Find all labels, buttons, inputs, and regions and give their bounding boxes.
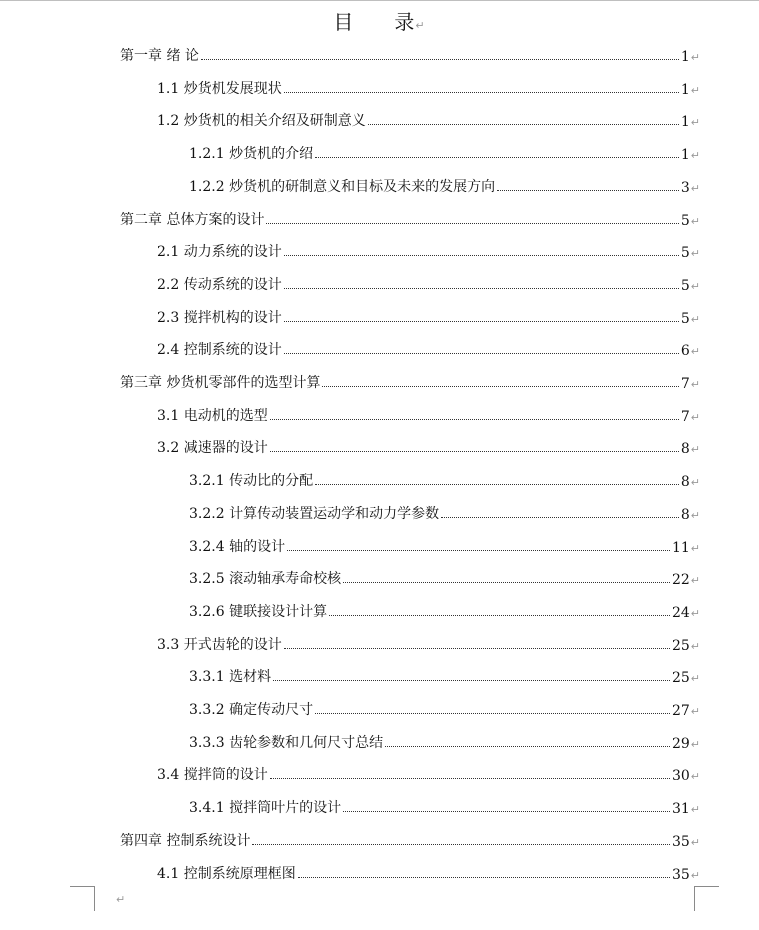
toc-entry-text: 3.2.5 滚动轴承寿命校核 bbox=[189, 571, 342, 587]
toc-leader-dots bbox=[266, 223, 678, 224]
toc-page-number bbox=[681, 507, 700, 523]
toc-page-number-value: 6 bbox=[680, 343, 690, 359]
toc-page-number-value: 5 bbox=[680, 245, 690, 261]
toc-entry-text: 第二章 总体方案的设计 bbox=[120, 212, 265, 228]
toc-page-number-value: 29 bbox=[671, 736, 690, 752]
toc-page-number-value: 35 bbox=[671, 867, 690, 883]
toc-entry[interactable] bbox=[157, 239, 700, 261]
toc-leader-dots bbox=[315, 713, 670, 714]
paragraph-mark-icon: ↵ bbox=[690, 215, 700, 228]
toc-leader-dots bbox=[284, 321, 679, 322]
toc-leader-dots bbox=[385, 746, 670, 747]
toc-entry-text: 3.2.6 键联接设计计算 bbox=[189, 604, 328, 620]
toc-entry[interactable] bbox=[189, 730, 700, 752]
toc-page-number bbox=[681, 474, 700, 490]
toc-entry-text: 3.3 开式齿轮的设计 bbox=[157, 637, 282, 653]
toc-leader-dots bbox=[441, 517, 679, 518]
toc-entry-text: 2.2 传动系统的设计 bbox=[157, 277, 282, 293]
paragraph-mark-icon: ↵ bbox=[690, 51, 700, 64]
toc-entry[interactable] bbox=[157, 861, 700, 883]
toc-page-number-value: 27 bbox=[671, 703, 690, 719]
toc-page-number bbox=[681, 409, 700, 425]
toc-entry[interactable] bbox=[157, 108, 700, 130]
toc-page-number bbox=[681, 311, 700, 327]
title-char-2: 录 bbox=[394, 10, 416, 34]
toc-leader-dots bbox=[315, 157, 679, 158]
toc-entry-text: 3.4.1 搅拌筒叶片的设计 bbox=[189, 800, 342, 816]
paragraph-mark-icon: ↵ bbox=[690, 378, 700, 391]
toc-page-number bbox=[672, 834, 700, 850]
toc-page-number bbox=[681, 147, 700, 163]
paragraph-mark-icon: ↵ bbox=[690, 182, 700, 195]
toc-page-number-value: 7 bbox=[680, 376, 690, 392]
toc-entry[interactable] bbox=[189, 174, 700, 196]
toc-entry-text: 3.3.2 确定传动尺寸 bbox=[189, 702, 314, 718]
toc-entry-text: 3.4 搅拌筒的设计 bbox=[157, 767, 268, 783]
toc-entry-text: 4.1 控制系统原理框图 bbox=[157, 866, 296, 882]
toc-page-number bbox=[672, 801, 700, 817]
paragraph-mark-icon: ↵ bbox=[690, 672, 700, 685]
toc-page-number-value: 8 bbox=[680, 441, 690, 457]
paragraph-mark-icon: ↵ bbox=[690, 443, 700, 456]
toc-entry[interactable] bbox=[189, 697, 700, 719]
toc-leader-dots bbox=[315, 484, 679, 485]
paragraph-mark-icon: ↵ bbox=[690, 574, 700, 587]
toc-page-number bbox=[681, 245, 700, 261]
toc-entry[interactable] bbox=[157, 337, 700, 359]
toc-leader-dots bbox=[201, 59, 679, 60]
toc-page-number-value: 30 bbox=[671, 768, 690, 784]
toc-entry-text: 第四章 控制系统设计 bbox=[120, 833, 251, 849]
toc-page-number bbox=[672, 867, 700, 883]
toc-entry[interactable] bbox=[120, 828, 700, 850]
toc-entry[interactable] bbox=[157, 403, 700, 425]
toc-entry-text: 第三章 炒货机零部件的选型计算 bbox=[120, 375, 321, 391]
toc-entry-text: 1.1 炒货机发展现状 bbox=[157, 81, 282, 97]
toc-leader-dots bbox=[273, 680, 670, 681]
toc-entry-text: 3.2.2 计算传动装置运动学和动力学参数 bbox=[189, 506, 440, 522]
toc-entry-text: 3.3.3 齿轮参数和几何尺寸总结 bbox=[189, 735, 384, 751]
toc-entry[interactable] bbox=[189, 664, 700, 686]
toc-page-number bbox=[672, 670, 700, 686]
toc-page-number-value: 1 bbox=[680, 82, 690, 98]
toc-page-number bbox=[681, 114, 700, 130]
toc-title bbox=[0, 6, 759, 35]
toc-entry[interactable] bbox=[120, 370, 700, 392]
toc-entry[interactable] bbox=[189, 599, 700, 621]
paragraph-mark-icon: ↵ bbox=[116, 893, 126, 906]
paragraph-mark-icon: ↵ bbox=[690, 247, 700, 260]
toc-entry[interactable] bbox=[157, 435, 700, 457]
toc-page-number bbox=[681, 376, 700, 392]
toc-leader-dots bbox=[287, 550, 670, 551]
toc-page-number bbox=[681, 49, 700, 65]
toc-entry[interactable] bbox=[189, 795, 700, 817]
toc-leader-dots bbox=[284, 288, 679, 289]
toc-entry[interactable] bbox=[189, 468, 700, 490]
toc-leader-dots bbox=[322, 386, 678, 387]
toc-page-number bbox=[672, 605, 700, 621]
toc-entry[interactable] bbox=[157, 272, 700, 294]
toc-leader-dots bbox=[298, 877, 670, 878]
toc-leader-dots bbox=[284, 648, 670, 649]
toc-page-number bbox=[672, 540, 700, 556]
paragraph-mark-icon: ↵ bbox=[415, 19, 426, 32]
toc-entry-text: 1.2 炒货机的相关介绍及研制意义 bbox=[157, 113, 366, 129]
margin-corner-right bbox=[694, 886, 719, 911]
toc-entry[interactable] bbox=[189, 566, 700, 588]
toc-leader-dots bbox=[252, 844, 670, 845]
toc-leader-dots bbox=[284, 353, 679, 354]
toc-entry-text: 2.4 控制系统的设计 bbox=[157, 342, 282, 358]
toc-page-number bbox=[672, 572, 700, 588]
toc-page-number-value: 31 bbox=[671, 801, 690, 817]
toc-leader-dots bbox=[284, 255, 679, 256]
paragraph-mark-icon: ↵ bbox=[690, 313, 700, 326]
toc-entry-text: 3.3.1 选材料 bbox=[189, 669, 272, 685]
toc-entry[interactable] bbox=[189, 501, 700, 523]
toc-leader-dots bbox=[284, 92, 679, 93]
toc-entry-text: 3.2 减速器的设计 bbox=[157, 440, 268, 456]
toc-entry[interactable] bbox=[120, 207, 700, 229]
toc-page-number-value: 7 bbox=[680, 409, 690, 425]
toc-page-number-value: 5 bbox=[680, 311, 690, 327]
toc-leader-dots bbox=[270, 451, 679, 452]
toc-page-number-value: 35 bbox=[671, 834, 690, 850]
toc-entry-text: 3.2.1 传动比的分配 bbox=[189, 473, 314, 489]
paragraph-mark-icon: ↵ bbox=[690, 869, 700, 882]
toc-page-number bbox=[672, 768, 700, 784]
toc-entry[interactable] bbox=[120, 43, 700, 65]
toc-page-number bbox=[681, 82, 700, 98]
toc-page-number-value: 1 bbox=[680, 147, 690, 163]
paragraph-mark-icon: ↵ bbox=[690, 84, 700, 97]
toc-leader-dots bbox=[368, 124, 679, 125]
toc-page-number bbox=[681, 343, 700, 359]
toc-page-number bbox=[681, 213, 700, 229]
toc-page-number-value: 11 bbox=[671, 540, 690, 556]
toc-entry-text: 第一章 绪 论 bbox=[120, 48, 199, 64]
toc-page-number-value: 8 bbox=[680, 474, 690, 490]
toc-page-number-value: 5 bbox=[680, 278, 690, 294]
toc-page-number-value: 22 bbox=[671, 572, 690, 588]
toc-page-number-value: 8 bbox=[680, 507, 690, 523]
toc-page-number-value: 25 bbox=[671, 670, 690, 686]
paragraph-mark-icon: ↵ bbox=[690, 345, 700, 358]
toc-page-number-value: 3 bbox=[680, 180, 690, 196]
paragraph-mark-icon: ↵ bbox=[690, 509, 700, 522]
paragraph-mark-icon: ↵ bbox=[690, 836, 700, 849]
paragraph-mark-icon: ↵ bbox=[690, 280, 700, 293]
paragraph-mark-icon: ↵ bbox=[690, 116, 700, 129]
toc-leader-dots bbox=[343, 582, 670, 583]
page-top-border bbox=[0, 0, 759, 1]
toc-entry-text: 1.2.2 炒货机的研制意义和目标及未来的发展方向 bbox=[189, 179, 496, 195]
toc-entry[interactable] bbox=[157, 762, 700, 784]
toc-leader-dots bbox=[343, 811, 670, 812]
paragraph-mark-icon: ↵ bbox=[690, 738, 700, 751]
paragraph-mark-icon: ↵ bbox=[690, 803, 700, 816]
toc-page-number bbox=[681, 180, 700, 196]
toc-leader-dots bbox=[270, 778, 670, 779]
title-char-1: 目 bbox=[333, 10, 355, 34]
toc-page-number bbox=[681, 441, 700, 457]
paragraph-mark-icon: ↵ bbox=[690, 770, 700, 783]
paragraph-mark-icon: ↵ bbox=[690, 705, 700, 718]
toc-page-number bbox=[672, 703, 700, 719]
toc-page-number-value: 24 bbox=[671, 605, 690, 621]
paragraph-mark-icon: ↵ bbox=[690, 476, 700, 489]
toc-leader-dots bbox=[497, 190, 679, 191]
toc-page-number bbox=[672, 736, 700, 752]
toc-entry-text: 3.1 电动机的选型 bbox=[157, 408, 268, 424]
toc-entry[interactable] bbox=[157, 305, 700, 327]
toc-entry[interactable] bbox=[157, 76, 700, 98]
paragraph-mark-icon: ↵ bbox=[690, 607, 700, 620]
toc-page-number-value: 5 bbox=[680, 213, 690, 229]
toc-page-number bbox=[672, 638, 700, 654]
toc-entry-text: 2.3 搅拌机构的设计 bbox=[157, 310, 282, 326]
paragraph-mark-icon: ↵ bbox=[690, 542, 700, 555]
toc-leader-dots bbox=[329, 615, 670, 616]
toc-page-number bbox=[681, 278, 700, 294]
toc-entry-text: 1.2.1 炒货机的介绍 bbox=[189, 146, 314, 162]
toc-page-number-value: 1 bbox=[680, 49, 690, 65]
paragraph-mark-icon: ↵ bbox=[690, 149, 700, 162]
toc-page-number-value: 25 bbox=[671, 638, 690, 654]
paragraph-mark-icon: ↵ bbox=[690, 640, 700, 653]
toc-leader-dots bbox=[270, 419, 679, 420]
toc-entry[interactable] bbox=[189, 534, 700, 556]
toc-entry[interactable] bbox=[189, 141, 700, 163]
paragraph-mark-icon: ↵ bbox=[690, 411, 700, 424]
toc-entry-text: 2.1 动力系统的设计 bbox=[157, 244, 282, 260]
toc-entry-text: 3.2.4 轴的设计 bbox=[189, 539, 286, 555]
toc-entry[interactable] bbox=[157, 632, 700, 654]
toc-page-number-value: 1 bbox=[680, 114, 690, 130]
margin-corner-left bbox=[70, 886, 95, 911]
